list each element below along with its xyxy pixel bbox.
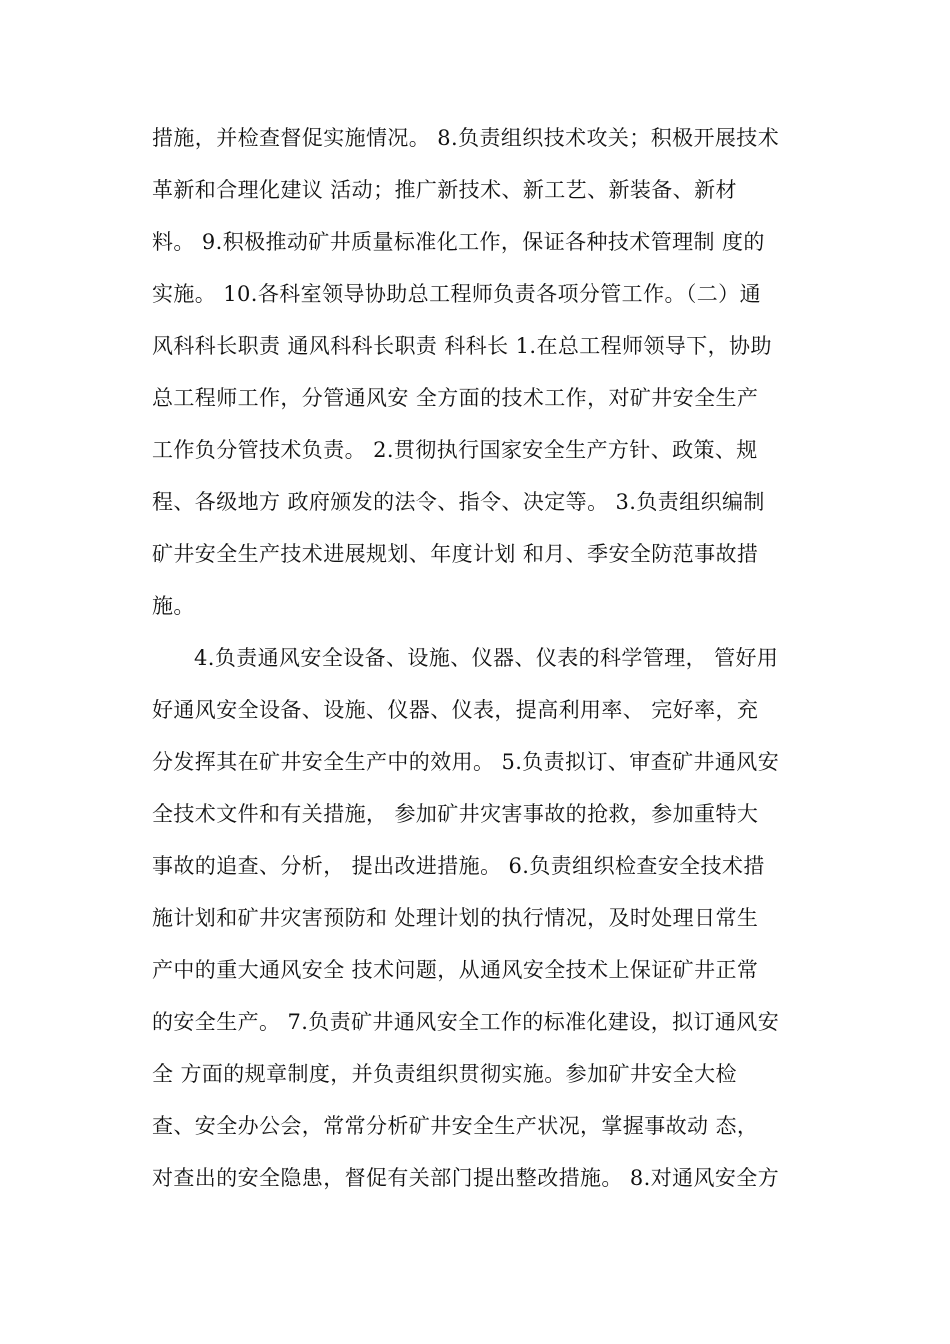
- text-line: 全 方面的规章制度，并负责组织贯彻实施。参加矿井安全大检: [152, 1062, 737, 1086]
- text-line: 料。 9.积极推动矿井质量标准化工作，保证各种技术管理制 度的: [152, 230, 765, 254]
- text-line: 风科科长职责 通风科科长职责 科科长 1.在总工程师领导下，协助: [152, 334, 772, 358]
- text-line: 查、安全办公会，常常分析矿井安全生产状况，掌握事故动 态，: [152, 1114, 759, 1138]
- paragraph-start-line: 4.负责通风安全设备、设施、仪器、仪表的科学管理， 管好用: [194, 646, 779, 670]
- text-line: 产中的重大通风安全 技术问题，从通风安全技术上保证矿井正常: [152, 958, 759, 982]
- text-line: 革新和合理化建议 活动；推广新技术、新工艺、新装备、新材: [152, 178, 737, 202]
- text-line: 全技术文件和有关措施， 参加矿井灾害事故的抢救，参加重特大: [152, 802, 759, 826]
- text-line: 实施。 10.各科室领导协助总工程师负责各项分管工作。（二）通: [152, 282, 761, 306]
- text-line: 施。: [152, 594, 195, 618]
- text-line: 总工程师工作，分管通风安 全方面的技术工作，对矿井安全生产: [152, 386, 759, 410]
- text-line: 程、各级地方 政府颁发的法令、指令、决定等。 3.负责组织编制: [152, 490, 765, 514]
- text-line: 措施，并检查督促实施情况。 8.负责组织技术攻关；积极开展技术: [152, 126, 780, 150]
- text-line: 工作负分管技术负责。 2.贯彻执行国家安全生产方针、政策、规: [152, 438, 758, 462]
- text-line: 对查出的安全隐患，督促有关部门提出整改措施。 8.对通风安全方: [152, 1166, 780, 1190]
- text-line: 分发挥其在矿井安全生产中的效用。 5.负责拟订、审查矿井通风安: [152, 750, 780, 774]
- text-line: 事故的追查、分析， 提出改进措施。 6.负责组织检查安全技术措: [152, 854, 765, 878]
- text-line: 矿井安全生产技术进展规划、年度计划 和月、季安全防范事故措: [152, 542, 759, 566]
- body-text: [152, 112, 812, 1204]
- text-line: 施计划和矿井灾害预防和 处理计划的执行情况，及时处理日常生: [152, 906, 759, 930]
- text-line: 的安全生产。 7.负责矿井通风安全工作的标准化建设，拟订通风安: [152, 1010, 780, 1034]
- text-line: 好通风安全设备、设施、仪器、仪表，提高利用率、 完好率，充: [152, 698, 759, 722]
